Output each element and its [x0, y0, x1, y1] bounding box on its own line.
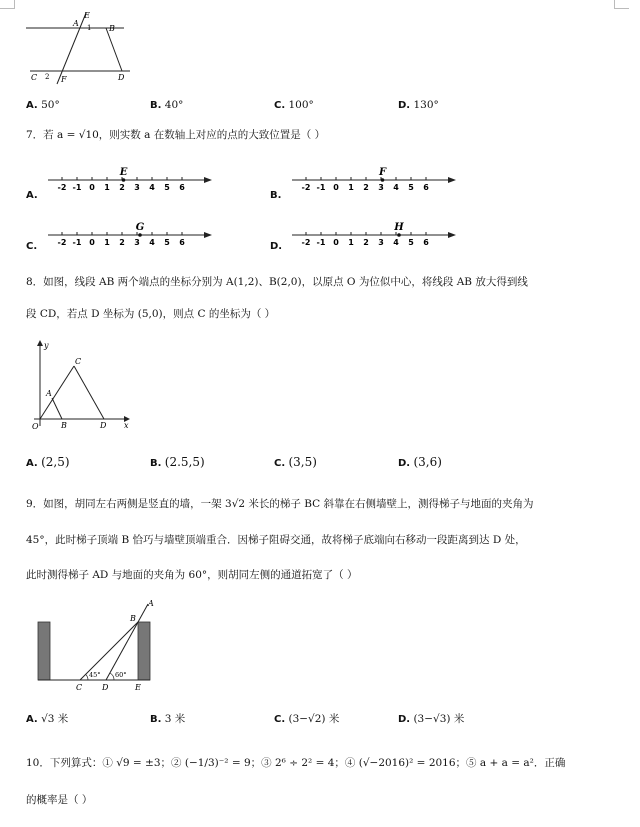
axis-arrow	[204, 177, 212, 183]
point-label: G	[135, 222, 145, 233]
q9-stem-line2: 45°，此时梯子顶端 B 恰巧与墙壁顶端重合．因梯子阻碍交通，故将梯子底端向右移动一段距离到达 D 处，	[26, 534, 526, 546]
q6-angle-1: 1	[87, 24, 92, 32]
tick-label: 1	[104, 183, 110, 192]
point-label: F	[378, 167, 387, 178]
q6-option-c[interactable]: C. 100°	[274, 99, 314, 111]
tick-label: 4	[149, 183, 155, 192]
q7-stem: 7．若 a = √10，则实数 a 在数轴上对应的点的大致位置是（ ）	[26, 129, 326, 141]
q7-number-line-b	[288, 163, 463, 195]
tick-label: 1	[348, 183, 354, 192]
q8-option-c[interactable]: C. (3,5)	[274, 455, 317, 469]
tick-label: 6	[179, 183, 185, 192]
q9-option-d-text: (3−√3) 米	[413, 713, 465, 725]
q9-option-b-text: 3 米	[164, 713, 186, 725]
tick-label: 0	[89, 183, 95, 192]
tick-label: -1	[316, 183, 326, 192]
q6-option-d[interactable]: D. 130°	[398, 99, 439, 111]
q8-option-c-text: (3,5)	[288, 455, 317, 469]
q9-label-a: A	[148, 599, 154, 608]
tick-label: 0	[89, 238, 95, 247]
point-marker	[138, 233, 142, 237]
q8-label-a: A	[46, 389, 52, 398]
q8-label-d: D	[100, 421, 107, 430]
tick-label: 4	[393, 238, 399, 247]
q6-label-d: D	[118, 73, 125, 82]
q9-angle-60-arc	[110, 673, 114, 680]
q8-stem-line1: 8．如图，线段 AB 两个端点的坐标分别为 A(1,2)、B(2,0)，以原点 O 为位似中心，将线段 AB 放大得到线	[26, 276, 528, 288]
q6-option-a-text: 50°	[41, 99, 60, 111]
q8-option-a-text: (2,5)	[41, 455, 70, 469]
tick-label: 3	[378, 183, 384, 192]
q6-option-b-text: 40°	[164, 99, 184, 111]
q6-label-f: F	[61, 75, 67, 84]
q7-option-a[interactable]: A.	[26, 190, 38, 201]
q9-label-d: D	[102, 683, 109, 692]
q9-option-c-text: (3−√2) 米	[288, 713, 340, 725]
q8-segment-ab	[52, 398, 62, 419]
tick-label: -1	[72, 183, 82, 192]
q6-transversal	[57, 13, 86, 84]
point-marker	[397, 233, 401, 237]
q8-option-d[interactable]: D. (3,6)	[398, 455, 442, 469]
q6-angle-2: 2	[45, 73, 50, 81]
q10-stem-line1: 10．下列算式：① √9 = ±3；② (−1/3)⁻² = 9；③ 2⁶ ÷ 2² = 4；④ (√−2016)² = 2016；⑤ a + a = a²．正确	[26, 757, 566, 769]
q9-angle-45: 45°	[89, 671, 101, 679]
q7-number-line-d	[288, 218, 463, 250]
q6-label-c: C	[31, 73, 38, 82]
tick-label: 4	[149, 238, 155, 247]
tick-label: -1	[316, 238, 326, 247]
tick-label: 2	[363, 238, 369, 247]
q6-label-b: B	[109, 24, 115, 33]
q9-option-b[interactable]: B. 3 米	[150, 713, 186, 725]
q7-option-d[interactable]: D.	[270, 241, 283, 252]
page-corner-mark-right	[614, 0, 629, 9]
tick-label: 2	[119, 238, 125, 247]
q7-option-b[interactable]: B.	[270, 190, 282, 201]
tick-label: -2	[57, 183, 67, 192]
q7-number-line-c	[44, 218, 219, 250]
q9-option-a-text: √3 米	[41, 713, 69, 725]
q9-angle-60: 60°	[115, 671, 127, 679]
tick-label: 3	[134, 183, 140, 192]
page-corner-mark-left	[0, 0, 15, 9]
q8-label-y: y	[44, 341, 49, 350]
q9-left-wall	[38, 622, 50, 680]
q6-option-d-text: 130°	[413, 99, 439, 111]
tick-label: 5	[164, 238, 170, 247]
q6-option-b[interactable]: B. 40°	[150, 99, 184, 111]
tick-label: 6	[179, 238, 185, 247]
q8-segment-cd	[74, 366, 104, 419]
q8-label-o: O	[32, 422, 39, 431]
q9-alley-ladder-figure	[30, 596, 170, 696]
q9-label-c: C	[76, 683, 83, 692]
q8-option-b-text: (2.5,5)	[164, 455, 205, 469]
q8-option-d-text: (3,6)	[413, 455, 442, 469]
point-label: H	[394, 222, 404, 233]
point-marker	[122, 178, 126, 182]
q9-label-e: E	[135, 683, 141, 692]
tick-label: 1	[104, 238, 110, 247]
q9-option-d[interactable]: D. (3−√3) 米	[398, 713, 465, 725]
axis-arrow	[448, 232, 456, 238]
q6-label-e: E	[84, 11, 90, 20]
tick-label: 3	[378, 238, 384, 247]
q8-label-x: x	[124, 421, 129, 430]
q7-number-line-a	[44, 163, 219, 195]
q9-label-b: B	[130, 614, 136, 623]
tick-label: -2	[301, 238, 311, 247]
tick-label: 4	[393, 183, 399, 192]
q9-angle-45-arc	[86, 674, 88, 680]
axis-arrow	[448, 177, 456, 183]
axis-arrow	[204, 232, 212, 238]
q8-stem-line2: 段 CD，若点 D 坐标为 (5,0)，则点 C 的坐标为（ ）	[26, 308, 276, 320]
tick-label: 6	[423, 238, 429, 247]
tick-label: 5	[408, 183, 414, 192]
q9-right-wall	[138, 622, 150, 680]
tick-label: 0	[333, 238, 339, 247]
tick-label: 2	[363, 183, 369, 192]
point-label: E	[119, 167, 128, 178]
q8-option-b[interactable]: B. (2.5,5)	[150, 455, 205, 469]
q6-label-a: A	[73, 19, 79, 28]
q9-option-a[interactable]: A. √3 米	[26, 713, 69, 725]
q6-option-c-text: 100°	[288, 99, 314, 111]
q6-segment-bd	[106, 28, 122, 71]
tick-label: 5	[408, 238, 414, 247]
q7-option-c[interactable]: C.	[26, 241, 38, 252]
tick-label: -2	[301, 183, 311, 192]
q9-stem-line3: 此时测得梯子 AD 与地面的夹角为 60°，则胡同左侧的通道拓宽了（ ）	[26, 569, 358, 581]
q8-label-c: C	[75, 357, 82, 366]
tick-label: 3	[134, 238, 140, 247]
q10-stem-line2: 的概率是（ ）	[26, 794, 93, 806]
tick-label: -2	[57, 238, 67, 247]
tick-label: 0	[333, 183, 339, 192]
q8-option-a[interactable]: A. (2,5)	[26, 455, 70, 469]
q8-coordinate-figure	[28, 336, 138, 431]
q6-parallel-lines-figure	[26, 8, 136, 88]
tick-label: 1	[348, 238, 354, 247]
q9-option-c[interactable]: C. (3−√2) 米	[274, 713, 340, 725]
tick-label: -1	[72, 238, 82, 247]
tick-label: 2	[119, 183, 125, 192]
tick-label: 5	[164, 183, 170, 192]
q8-label-b: B	[61, 421, 67, 430]
q9-stem-line1: 9．如图，胡同左右两侧是竖直的墙，一架 3√2 米长的梯子 BC 斜靠在右侧墙壁上，测得梯子与地面的夹角为	[26, 498, 534, 510]
q6-option-a[interactable]: A. 50°	[26, 99, 60, 111]
q8-y-arrow	[37, 340, 43, 346]
point-marker	[381, 178, 385, 182]
tick-label: 6	[423, 183, 429, 192]
